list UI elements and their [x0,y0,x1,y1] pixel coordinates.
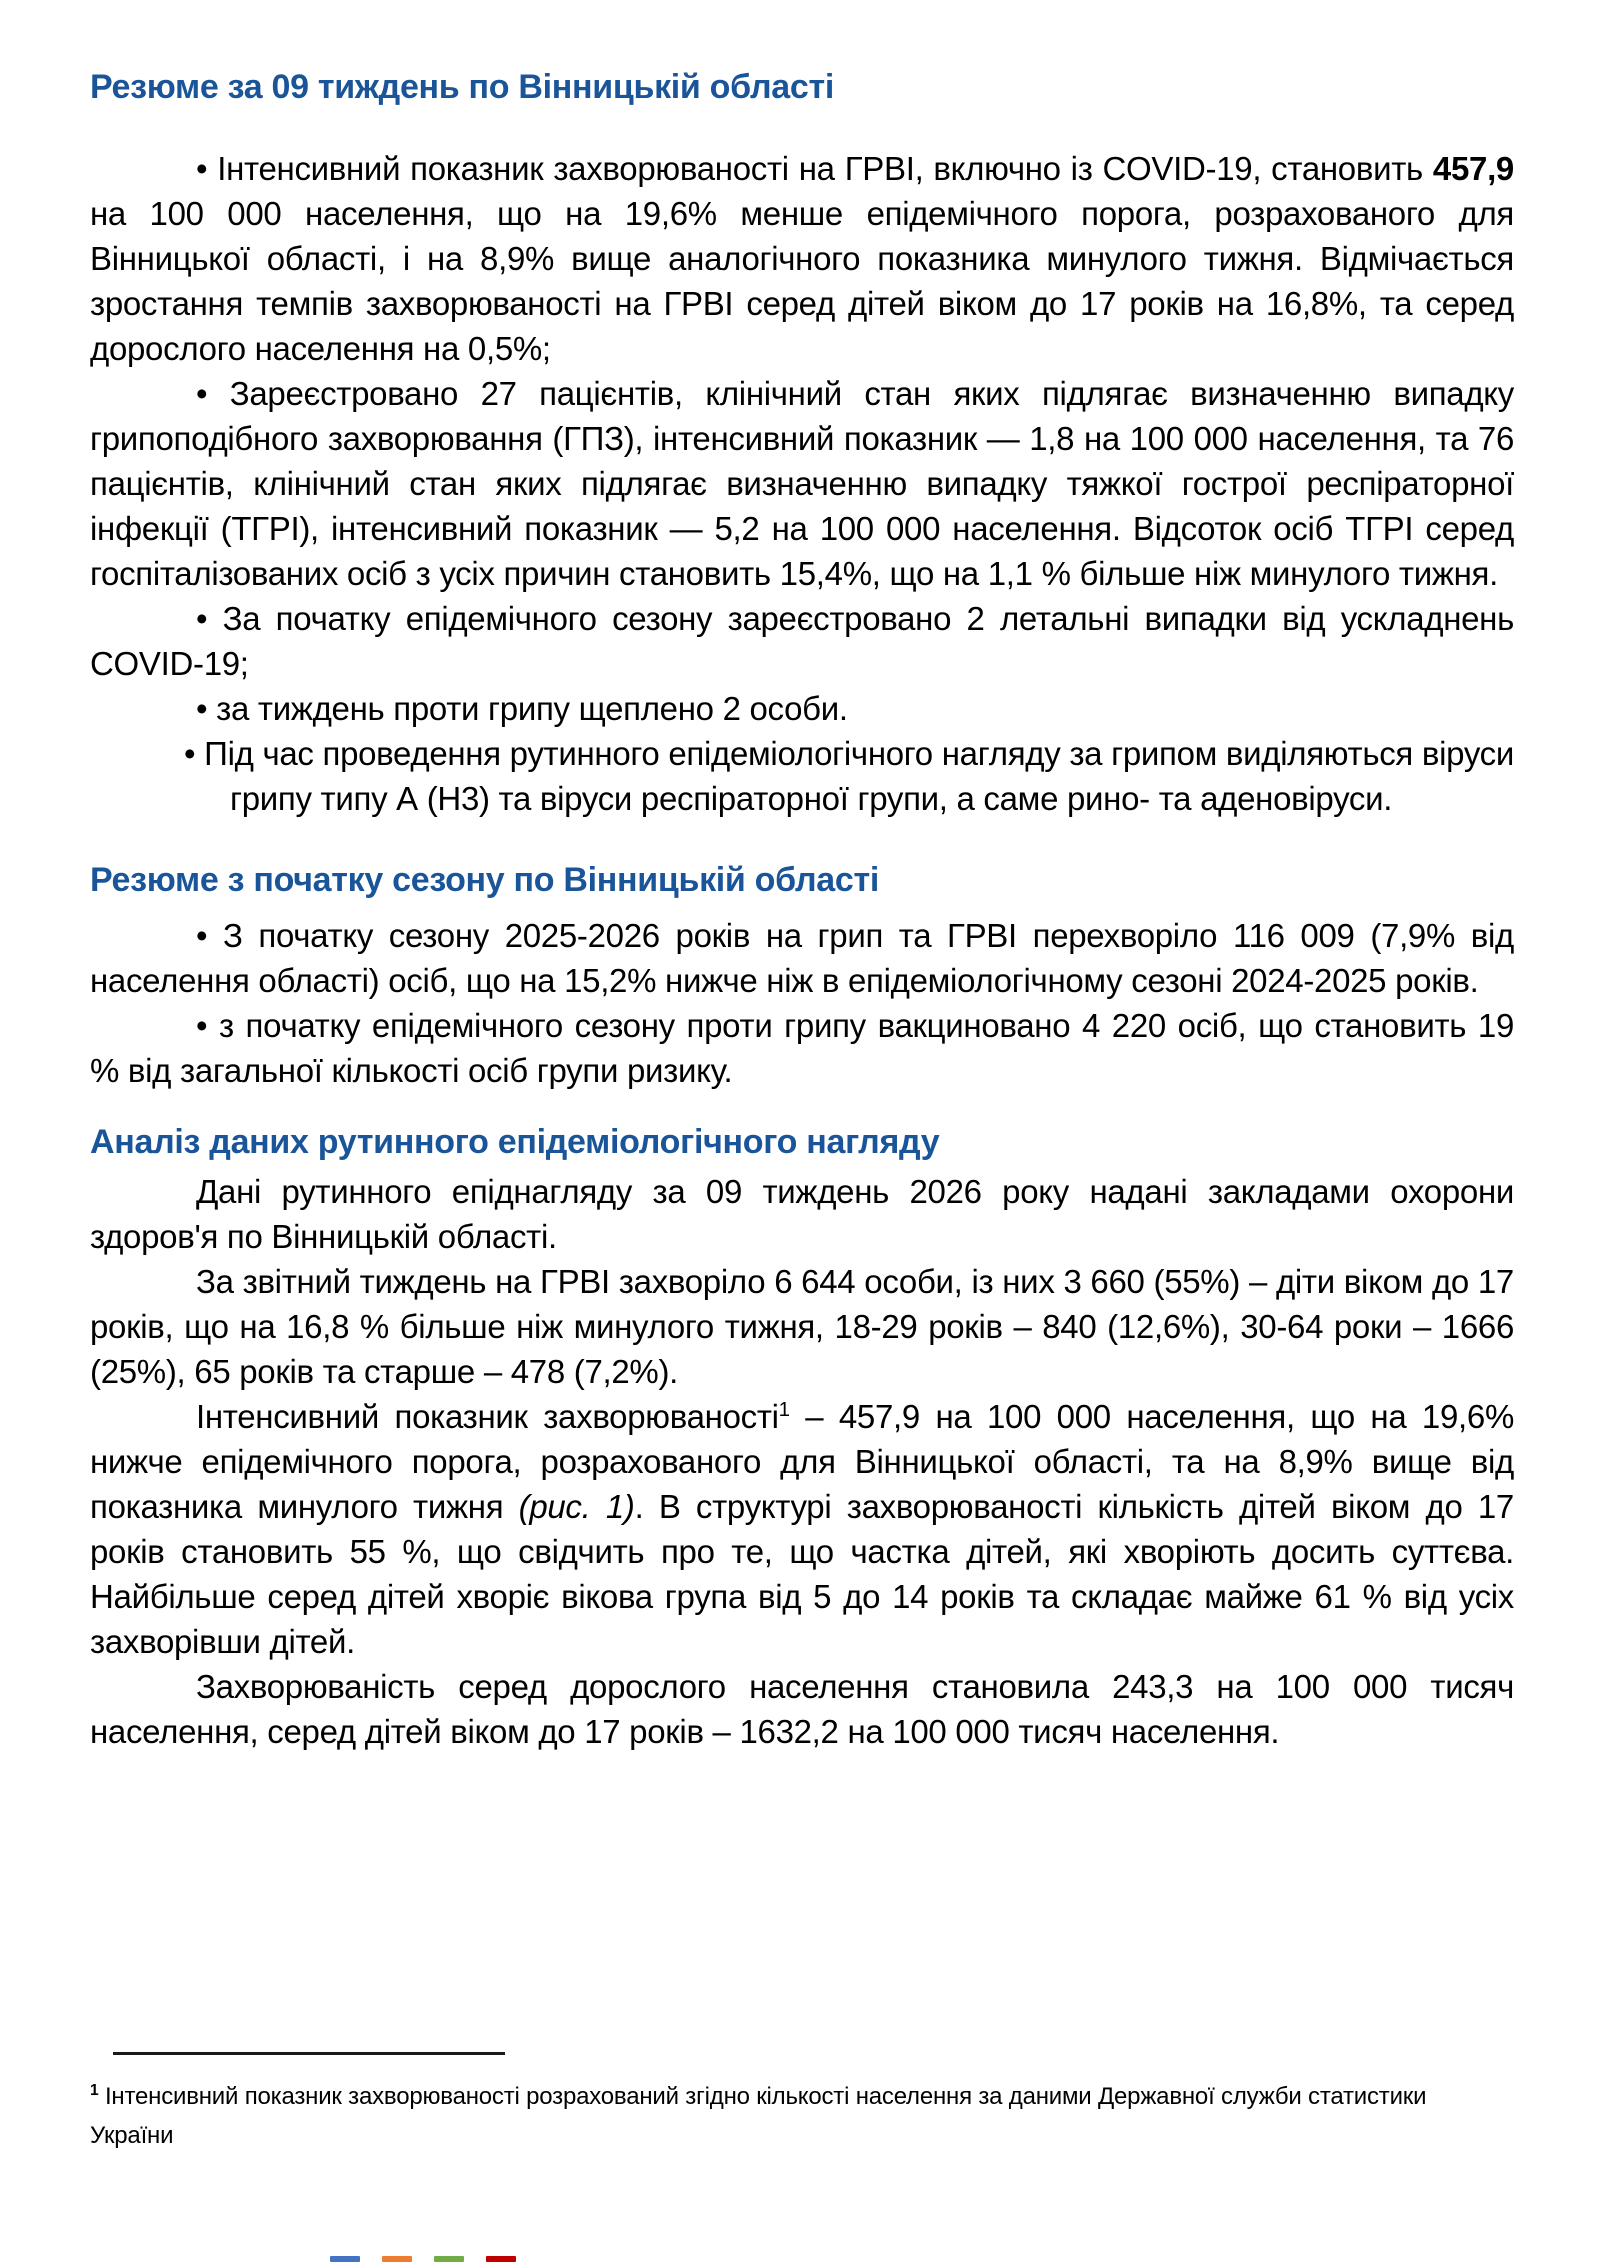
bullet-text: Під час проведення рутинного епідеміологічного нагляду за грипом виділяються віруси грипу типу А (Н3) та віруси респіраторної групи, а саме рино- та аденовіруси. [204,735,1515,817]
bullet-item-vaccinated-week [90,686,1514,731]
figure-reference: (рис. 1) [518,1488,635,1525]
footnote-text [90,2077,1514,2155]
bullet-text: Інтенсивний показник захворюваності на ГРВІ, включно із COVID-19, становить [217,150,1433,187]
sliver-dash [330,2256,360,2262]
highlight-value: 457,9 [1432,150,1514,187]
bullet-marker: • [196,600,223,637]
footnote-body: Інтенсивний показник захворюваності розрахований згідно кількості населення за даними Державної служби статистики України [90,2083,1427,2149]
bullet-text: з початку епідемічного сезону проти грипу вакциновано 4 220 осіб, що становить 19 % від загальної кількості осіб групи ризику. [90,1007,1514,1089]
bullet-item-ili-sari-cases [90,371,1514,596]
sliver-dash [382,2256,412,2262]
section-heading-analysis: Аналіз даних рутинного епідеміологічного нагляду [90,1123,940,1161]
paragraph-intensity-analysis [90,1394,1514,1664]
bullet-marker: • [196,917,224,954]
bullet-text: на 100 000 населення, що на 19,6% менше епідемічного порога, розрахованого для Вінницької області, і на 8,9% вище аналогічного показника минулого тижня. Відмічається зростання темпів захворюваності на ГРВІ серед дітей віком до 17 років на 16,8%, та серед дорослого населення на 0,5%; [90,195,1514,367]
bullet-marker: • [196,375,230,412]
footnote-reference-marker: 1 [778,1398,790,1421]
paragraph-weekly-breakdown: За звітний тиждень на ГРВІ захворіло 6 644 особи, із них 3 660 (55%) – діти віком до 17 років, що на 16,8 % більше ніж минулого тижня, 18-29 років – 840 (12,6%), 30-64 роки – 1666 (25%), 65 років та старше – 478 (7,2%). [90,1263,1514,1390]
document-body [90,64,1514,1754]
bullet-text: З початку сезону 2025-2026 років на грип та ГРВІ перехворіло 116 009 (7,9% від населення області) осіб, що на 15,2% нижче ніж в епідеміологічному сезоні 2024-2025 років. [90,917,1514,999]
bullet-text: За початку епідемічного сезону зареєстровано 2 летальні випадки від ускладнень COVID-19; [90,600,1514,682]
sliver-dash [434,2256,464,2262]
footnote-separator-rule [113,2052,505,2055]
bullet-item-season-total [90,913,1514,1003]
footnote-area [90,2052,1514,2155]
paragraph-text: – 457,9 на 100 000 населення, що на 19,6% нижче епідемічного порога, розрахованого для Вінницької області, та на 8,9% вище від показника минулого тижня [90,1398,1514,1525]
bullet-item-incidence-rate [90,146,1514,371]
bullet-text: за тиждень проти грипу щеплено 2 особи. [216,690,848,727]
bullet-item-virus-surveillance [90,731,1514,821]
footnote-number: 1 [90,2082,99,2099]
next-page-content-sliver [330,2256,516,2262]
bullet-marker: • [184,735,205,772]
paragraph-adult-children-rates: Захворюваність серед дорослого населення становила 243,3 на 100 000 тисяч населення, серед дітей віком до 17 років – 1632,2 на 100 000 тисяч населення. [90,1668,1514,1750]
paragraph-data-source: Дані рутинного епіднагляду за 09 тиждень 2026 року надані закладами охорони здоров'я по Вінницькій області. [90,1173,1514,1255]
sliver-dash [486,2256,516,2262]
section-heading-week-summary: Резюме за 09 тиждень по Вінницькій області [90,68,835,106]
section-heading-season-summary: Резюме з початку сезону по Вінницькій області [90,861,880,899]
bullet-text: Зареєстровано 27 пацієнтів, клінічний стан яких підлягає визначенню випадку грипоподібного захворювання (ГПЗ), інтенсивний показник — 1,8 на 100 000 населення, та 76 пацієнтів, клінічний стан яких підлягає визначенню випадку тяжкої гострої респіраторної інфекції (ТГРІ), інтенсивний показник — 5,2 на 100 000 населення. Відсоток осіб ТГРІ серед госпіталізованих осіб з усіх причин становить 15,4%, що на 1,1 % більше ніж минулого тижня. [90,375,1514,592]
paragraph-text: . В структурі захворюваності кількість дітей віком до 17 років становить 55 %, що свідчить про те, що частка дітей, які хворіють досить суттєва. Найбільше серед дітей хворіє вікова група від 5 до 14 років та складає майже 61 % від усіх захворівши дітей. [90,1488,1514,1660]
bullet-item-lethal-cases [90,596,1514,686]
paragraph-text: Інтенсивний показник захворюваності [196,1398,779,1435]
bullet-marker: • [196,1007,219,1044]
bullet-marker: • [196,690,217,727]
bullet-item-season-vaccinated [90,1003,1514,1093]
bullet-marker: • [196,150,218,187]
